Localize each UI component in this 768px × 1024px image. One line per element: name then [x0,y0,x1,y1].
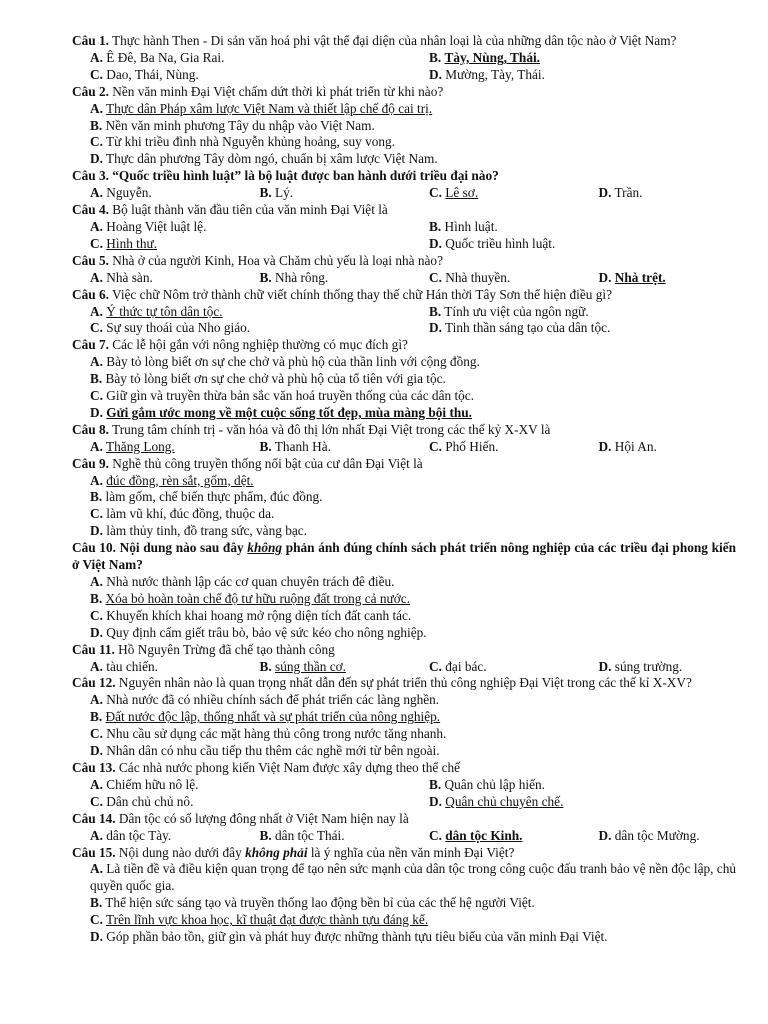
question-stem: Thực hành Then - Di sản văn hoá phi vật thể đại diện của nhân loại là của những dân tộc nào ở Việt Nam? [108,33,677,48]
option-a: A. Nhà nước thành lập các cơ quan chuyên trách đê điều. [90,574,395,589]
question-stem: Bộ luật thành văn đầu tiên của văn minh Đại Việt là [108,202,388,218]
question-number: Câu 13. [72,759,116,775]
option-b: B. Hình luật. [429,218,498,234]
question-10 [72,540,736,574]
option-a: A. Là tiền đề và điều kiện quan trọng để tạo nên sức mạnh của dân tộc trong công cuộc đấu tranh bảo vệ nền độc lập, chủ quyền quốc gia. [90,861,736,894]
option-d: D. Gửi gắm ước mong về một cuộc sống tốt đẹp, mùa màng bội thu. [90,404,472,420]
question-number: Câu 14. [72,810,116,826]
option-c: C. Giữ gìn và truyền thừa bản sắc văn hoá truyền thống của các dân tộc. [90,388,475,404]
question-stem: Các lễ hội gắn với nông nghiệp thường có mục đích gì? [108,337,408,353]
question-stem: là ý nghĩa của nền văn minh Đại Việt? [307,844,515,860]
options-row [72,777,736,794]
question-15 [72,845,736,862]
question-number: Câu 15. [72,844,116,860]
question-number: Câu 8. [72,421,109,437]
option-c: C. Trên lĩnh vực khoa học, kĩ thuật đạt được thành tựu đáng kể. [90,912,429,928]
question-7 [72,337,736,354]
question-number: Câu 9. [72,455,109,471]
question-number: Câu 11. [72,641,115,657]
options-row [72,185,736,202]
question-stem: Nội dung nào dưới đây [115,844,246,860]
option-c: C. làm vũ khí, đúc đồng, thuộc da. [90,506,275,522]
option-b: B. Đất nước độc lập, thống nhất và sự phát triển của nông nghiệp. [90,709,441,725]
question-stem: “Quốc triều hình luật” là bộ luật được ban hành dưới triều đại nào? [108,168,499,184]
option-c: C. đại bác. [429,658,487,674]
option-b: B. Tày, Nùng, Thái. [429,49,540,65]
option-a: A. Ý thức tự tôn dân tộc. [90,303,223,319]
options-row [72,236,736,253]
option-d: D. Trần. [598,185,643,201]
option-b: B. dân tộc Thái. [259,827,345,843]
question-5 [72,253,736,270]
question-stem: Việc chữ Nôm trở thành chữ viết chính thống thay thế chữ Hán thời Tây Sơn thể hiện điều gì? [108,286,612,302]
option-c: C. Khuyến khích khai hoang mở rộng diện tích đất canh tác. [90,607,412,623]
question-stem: Hồ Nguyên Trừng đã chế tạo thành công [114,641,335,657]
question-number: Câu 10. [72,540,116,556]
options-row [72,320,736,337]
option-c: C. Từ khi triều đình nhà Nguyễn khủng hoảng, suy vong. [90,134,396,150]
question-stem-emphasis: không phải [245,844,308,860]
option-d: D. Mường, Tày, Thái. [429,66,545,82]
options-row [72,304,736,321]
option-a: A. Thực dân Pháp xâm lược Việt Nam và thiết lập chế độ cai trị. [90,100,433,116]
question-9 [72,456,736,473]
question-stem: Nội dung nào sau đây [115,540,248,556]
question-8 [72,422,736,439]
question-stem-emphasis: không [247,540,283,556]
options-row [72,828,736,845]
options-row [72,270,736,287]
option-a: A. Thăng Long. [90,438,175,454]
option-a: A. Nguyễn. [90,185,152,201]
question-stem: Nghề thủ công truyền thống nổi bật của cư dân Đại Việt là [108,455,423,471]
option-a: A. Nhà nước đã có nhiều chính sách để phát triển các làng nghền. [90,692,440,708]
question-stem: Các nhà nước phong kiến Việt Nam được xây dựng theo thể chế [115,759,461,775]
option-d: D. Quy định cấm giết trâu bò, bảo vệ sức kéo cho nông nghiệp. [90,624,427,640]
option-d: D. Hội An. [598,438,657,454]
options-row [72,50,736,67]
question-number: Câu 2. [72,83,109,99]
options-row [72,67,736,84]
question-number: Câu 3. [72,168,109,184]
option-a: A. đúc đồng, rèn sắt, gốm, dệt. [90,472,254,488]
question-2 [72,84,736,101]
option-c: C. Lê sơ. [429,185,479,201]
option-b: B. Thể hiện sức sáng tạo và truyền thống lao động bền bỉ của các thế hệ người Việt. [90,895,535,911]
question-stem: Nguyên nhân nào là quan trọng nhất dẫn đến sự phát triển thủ công nghiệp Đại Việt trong các thế kỉ X-XV? [115,675,692,691]
question-11 [72,642,736,659]
option-a: A. Hoàng Việt luật lệ. [90,218,207,234]
options-row [72,219,736,236]
question-12 [72,675,736,692]
question-6 [72,287,736,304]
option-a: A. Bày tỏ lòng biết ơn sự che chở và phù hộ của thần linh với cộng đồng. [90,354,480,370]
option-c: C. Nhu cầu sử dụng các mặt hàng thủ công trong nước tăng nhanh. [90,726,447,742]
question-number: Câu 7. [72,337,109,353]
question-number: Câu 5. [72,252,109,268]
option-c: C. Dao, Thái, Nùng. [90,66,199,82]
question-number: Câu 4. [72,202,109,218]
question-1 [72,33,736,50]
option-a: A. dân tộc Tày. [90,827,172,843]
option-b: B. Nhà rông. [259,269,329,285]
options-row [72,659,736,676]
option-b: B. Quân chủ lập hiến. [429,776,545,792]
question-stem: phản ánh đúng chính sách phát triển nông nghiệp của các triều đại phong kiến ở Việt Nam? [72,540,737,573]
option-b: B. súng thần cơ. [259,658,346,674]
question-number: Câu 12. [72,675,116,691]
option-b: B. Tính ưu việt của ngôn ngữ. [429,303,589,319]
option-b: B. làm gốm, chế biến thực phẩm, đúc đồng. [90,489,323,505]
question-number: Câu 1. [72,33,109,48]
option-b: B. Xóa bỏ hoàn toàn chế độ tư hữu ruộng đất trong cả nước. [90,590,411,606]
option-c: C. Hình thư. [90,235,158,251]
option-d: D. Quân chủ chuyên chế. [429,793,564,809]
option-c: C. Phố Hiến. [429,438,499,454]
option-d: D. Nhà trệt. [598,269,666,285]
options-row [72,439,736,456]
option-b: B. Thanh Hà. [259,438,331,454]
question-13 [72,760,736,777]
option-b: B. Nền văn minh phương Tây du nhập vào Việt Nam. [90,117,375,133]
option-d: D. Góp phần bảo tồn, giữ gìn và phát huy được những thành tựu tiêu biểu của văn minh Đại Việt. [90,929,608,945]
options-row [72,794,736,811]
question-stem: Nền văn minh Đại Việt chấm dứt thời kì phát triển từ khi nào? [108,83,444,99]
option-d: D. làm thủy tinh, đồ trang sức, vàng bạc. [90,523,307,539]
option-d: D. Quốc triều hình luật. [429,235,556,251]
option-a: A. tàu chiến. [90,658,158,674]
question-4 [72,202,736,219]
option-d: D. Nhân dân có nhu cầu tiếp thu thêm các nghề mới từ bên ngoài. [90,743,440,759]
question-stem: Nhà ở của người Kinh, Hoa và Chăm chủ yếu là loại nhà nào? [108,252,443,268]
option-b: B. Lý. [259,185,294,201]
option-d: D. dân tộc Mường. [598,827,700,843]
option-a: A. Nhà sàn. [90,269,153,285]
option-d: D. Tinh thần sáng tạo của dân tộc. [429,320,611,336]
question-stem: Trung tâm chính trị - văn hóa và đô thị lớn nhất Đại Việt trong các thế kỷ X-XV là [108,421,551,437]
option-c: C. Sự suy thoái của Nho giáo. [90,320,251,336]
option-c: C. Dân chủ chủ nô. [90,793,194,809]
question-number: Câu 6. [72,286,109,302]
option-d: D. súng trường. [598,658,683,674]
option-b: B. Bày tỏ lòng biết ơn sự che chở và phù hộ của tổ tiên với gia tộc. [90,371,446,387]
option-a: A. Chiếm hữu nô lệ. [90,776,199,792]
question-14 [72,811,736,828]
question-stem: Dân tộc có số lượng đông nhất ở Việt Nam hiện nay là [115,810,409,826]
question-3 [72,168,736,185]
option-c: C. dân tộc Kinh. [429,827,523,843]
option-d: D. Thực dân phương Tây dòm ngó, chuẩn bị xâm lược Việt Nam. [90,151,438,167]
option-c: C. Nhà thuyền. [429,269,511,285]
option-a: A. Ê Đê, Ba Na, Gia Rai. [90,49,225,65]
